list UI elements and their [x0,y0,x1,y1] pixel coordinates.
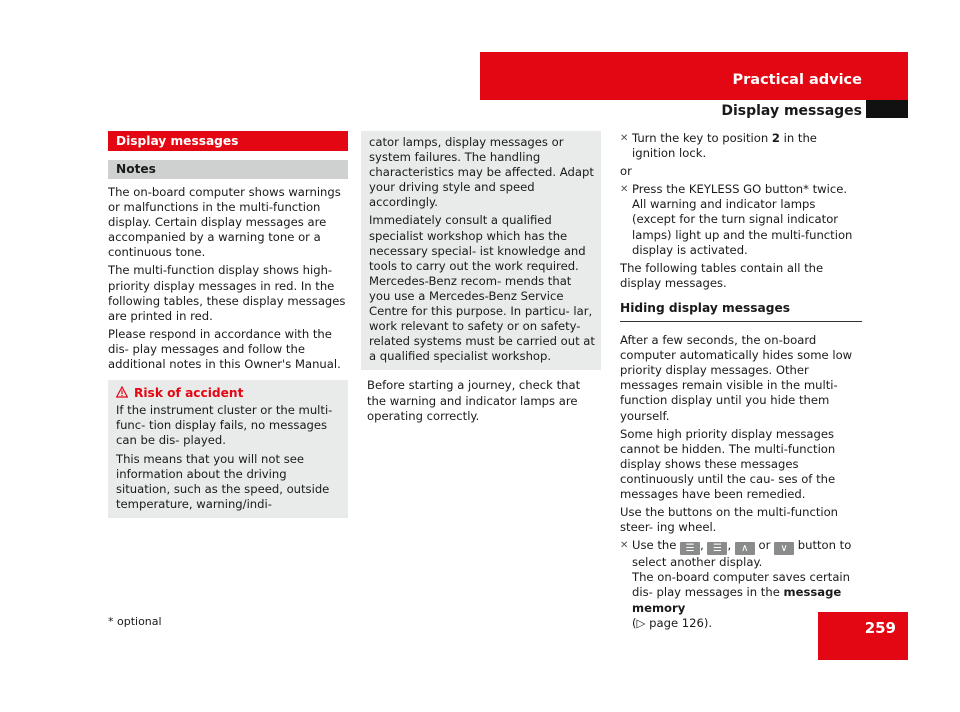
paragraph: Before starting a journey, check that the warning and indicator lamps are operating correctly. [367,378,581,423]
column-3 [620,131,862,631]
header-black-tab [866,100,908,118]
page-reference: (▷ page 126). [632,615,713,630]
risk-title: Risk of accident [134,386,244,401]
paragraph: After a few seconds, the on-board computer automatically hides some low priority display messages. Other messages remain visible in the multi-function display until you hide them yourself. [620,333,853,423]
column-1 [108,131,348,518]
message-memory: message memory [632,585,842,615]
page-number-box [818,612,908,660]
step-text: or [758,538,771,553]
arrow-down-button-icon: ∨ [774,542,794,555]
key-position: 2 [771,131,780,145]
instruction-step [620,182,862,257]
subsection-header [480,100,866,120]
column-2 [361,131,601,427]
paragraph: The following tables contain all the display messages. [620,260,824,290]
or-text: or [620,164,632,179]
page-forward-button-icon: ☰ [707,542,727,555]
risk-box-continued [361,131,601,370]
footnote: * optional [108,615,162,628]
arrow-up-button-icon: ∧ [735,542,755,555]
step-text: in the ignition lock. [632,131,817,161]
step-arrow-icon: ✕ [620,184,629,196]
paragraph: Please respond in accordance with the dis- play messages and follow the additional notes in this Owner's Manual. [108,326,341,372]
instruction-step [620,131,862,161]
hiding-heading: Hiding display messages [620,301,862,322]
paragraph: If the instrument cluster or the multi-func- tion display fails, no messages can be dis- played. [116,403,333,448]
step-text: Use the [632,538,681,553]
display-messages-bar: Display messages [108,131,348,151]
risk-box [108,380,348,518]
section-title: Practical advice [732,72,862,88]
paragraph: Some high priority display messages cannot be hidden. The multi-function display shows these messages continuously until the cau- ses of the messages have been remedied. [620,426,836,501]
notes-bar: Notes [108,160,348,179]
paragraph: This means that you will not see information about the driving situation, such as the speed, outside temperature, warning/indi- [116,451,330,511]
subsection-title: Display messages [721,103,862,119]
step-arrow-icon: ✕ [620,133,629,144]
separator: , [700,538,704,553]
step-text: button to select another display. [632,538,852,570]
step-text: Press the KEYLESS GO button* twice. [632,182,848,197]
separator: , [727,538,732,553]
page-back-button-icon: ☰ [680,542,700,555]
step-result: All warning and indicator lamps (except for the turn signal indicator lamps) light up and the multi-function display is activated. [632,197,853,257]
step-result-text: The on-board computer saves certain dis- play messages in the [632,570,850,600]
paragraph: The on-board computer shows warnings or malfunctions in the multi-function display. Certain display messages are accompanied by a warning tone or a continuous tone. [108,185,341,260]
step-arrow-icon: ✕ [620,540,629,552]
step-result [632,570,862,615]
warning-triangle-icon [116,386,128,398]
paragraph: cator lamps, display messages or system failures. The handling characteristics may be affected. Adapt your driving style and speed accordingly. [369,135,594,210]
paragraph: Immediately consult a qualified specialist workshop which has the necessary special- ist knowledge and tools to carry out the work required. Mercedes-Benz recom- mends that you use a Mercedes-Benz Service Centre for this purpose. In particu- lar, work relevant to safety or on safety- related systems must be carried out at a qualified specialist workshop. [369,213,595,364]
step-text: Turn the key to position [632,131,772,145]
risk-heading [116,386,342,401]
paragraph: Use the buttons on the multi-function steer- ing wheel. [620,505,839,535]
header-red-band [480,52,908,100]
paragraph: The multi-function display shows high-priority display messages in red. In the following tables, these display messages are printed in red. [108,263,346,323]
page-number: 259 [864,619,896,637]
